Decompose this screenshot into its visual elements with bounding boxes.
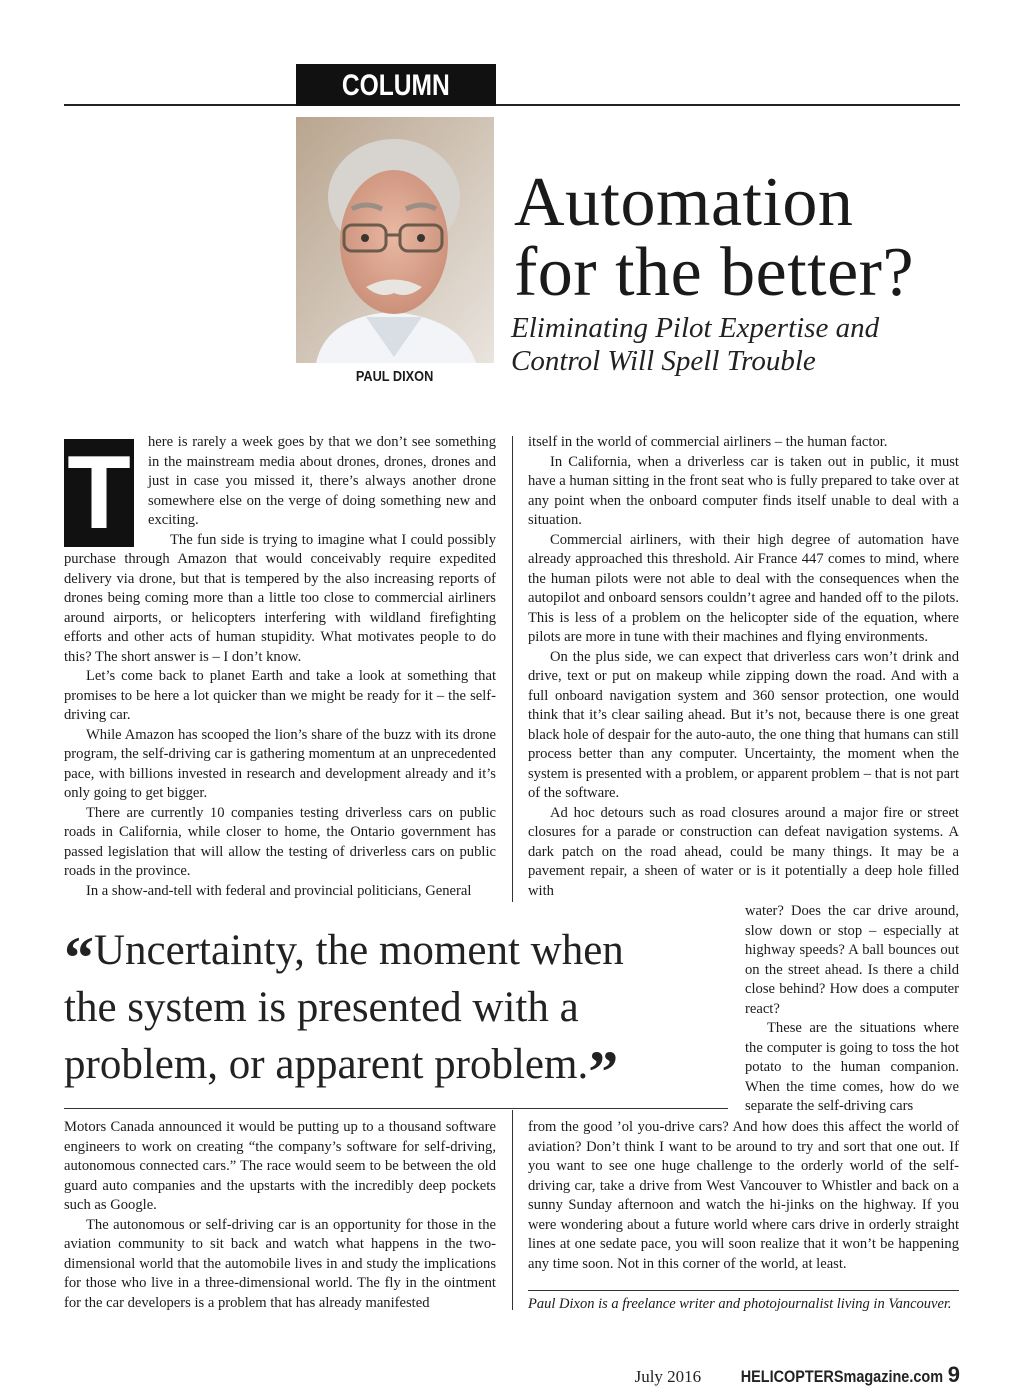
page-number: 9 xyxy=(947,1362,960,1387)
paragraph-7: The autonomous or self-driving car is an opportunity for those in the aviation community to sit back and watch what happens in the two-dimensional world that the automobile lives in and study the implications for those who live in a three-dimensional world. The fly in the ointment for the car developers is a problem that has already manifested xyxy=(64,1216,496,1311)
bio-rule xyxy=(528,1290,959,1291)
right-paragraph-1: itself in the world of commercial airliners – the human factor. xyxy=(528,434,888,450)
paragraph-4: While Amazon has scooped the lion’s share of the buzz with its drone program, the self-driving car is gathering momentum at an unprecedented pace, with billions invested in research and development already and it’s only going to get bigger. xyxy=(64,726,496,801)
right-column-upper xyxy=(528,433,959,901)
right-paragraph-4: On the plus side, we can expect that driverless cars won’t drink and drive, text or put on makeup while zipping down the road. And with a full onboard navigation system and 360 sensor protection, one would think that it’s clear sailing ahead. But it’s not, because there is one great black hole of despair for the auto-auto, the one thing that humans can still process better than any computer. Uncertainty, the moment when the system is presented with a problem, or apparent problem – that is not part of the software. xyxy=(528,648,959,801)
title-line-1: Automation xyxy=(514,164,854,241)
paragraph-5: There are currently 10 companies testing driverless cars on public roads in California, while closer to home, the Ontario government has passed legislation that will allow the testing of driverless cars on public roads in the province. xyxy=(64,804,496,879)
right-column-narrow xyxy=(745,902,959,1117)
title-line-2: for the better? xyxy=(514,234,915,311)
column-divider-lower xyxy=(512,1110,513,1310)
left-column-lower xyxy=(64,1118,496,1313)
section-label: COLUMN xyxy=(296,64,496,106)
paragraph-6-start: In a show-and-tell with federal and provincial politicians, General xyxy=(86,882,472,899)
pull-quote-rule xyxy=(64,1108,728,1109)
right-paragraph-2: In California, when a driverless car is taken out in public, it must have a human sitting in the front seat who is fully prepared to take over at any point when the onboard computer finds itself unable to deal with a situation. xyxy=(528,453,959,528)
paragraph-2: The fun side is trying to imagine what I could possibly purchase through Amazon that would conceivably require expedited delivery via drone, but that is tempered by the also increasing reports of drones being coming more than a little too close to commercial airliners around airports, or helicopters interfering with wildland firefighting efforts and other acts of human stupidity. What motivates people to do this? The short answer is – I don’t know. xyxy=(64,531,496,665)
author-photo xyxy=(296,117,494,363)
pull-quote xyxy=(64,922,684,1105)
right-column-lower xyxy=(528,1118,959,1274)
author-portrait-image xyxy=(296,117,494,363)
close-quote-mark: ” xyxy=(588,1039,619,1105)
paragraph-3: Let’s come back to planet Earth and take a look at something that promises to be here a lot quicker than we might be ready for it – the self-driving car. xyxy=(64,668,496,723)
drop-cap: T xyxy=(64,439,134,547)
right-paragraph-5-cont: water? Does the car drive around, slow down or stop – especially at highway speeds? A ball bounces out on the street ahead. Is there a child close behind? How does a computer react? xyxy=(745,903,959,1017)
right-paragraph-3: Commercial airliners, with their high degree of automation have already approached this threshold. Air France 447 comes to mind, where the human pilots were not able to deal with the consequences when the autopilot and onboard sensors couldn’t agree and handed off to the pilots. This is less of a problem on the helicopter side of the equation, where pilots are more in tune with their machines and flying environments. xyxy=(528,531,959,645)
left-column-upper xyxy=(64,433,496,901)
issue-date: July 2016 xyxy=(634,1367,702,1386)
author-caption: PAUL DIXON xyxy=(356,368,434,385)
article-title xyxy=(514,164,915,311)
pull-quote-text: Uncertainty, the moment when the system is presented with a problem, or apparent problem. xyxy=(64,927,624,1088)
subtitle-line-2: Control Will Spell Trouble xyxy=(511,345,816,377)
magazine-url: HELICOPTERSmagazine.com xyxy=(741,1367,944,1386)
right-paragraph-5: Ad hoc detours such as road closures around a major fire or street closures for a parade or construction can defeat navigation systems. A dark patch on the road ahead, could be many things. It may be a pavement repair, a sheen of water or is it potentially a deep hole filled with xyxy=(528,804,959,899)
article-subtitle xyxy=(511,312,879,378)
right-paragraph-6: These are the situations where the computer is going to toss the hot potato to the human companion. When the time comes, how do we separate the self-driving cars xyxy=(745,1020,959,1114)
author-bio: Paul Dixon is a freelance writer and photojournalist living in Vancouver. xyxy=(528,1296,952,1312)
paragraph-6-cont: Motors Canada announced it would be putting up to a thousand software engineers to work on creating “the company’s software for self-driving, autonomous connected cars.” The race would seem to be between the old guard auto companies and the upstarts with the incredibly deep pockets such as Google. xyxy=(64,1119,496,1213)
open-quote-mark: “ xyxy=(64,925,94,991)
subtitle-line-1: Eliminating Pilot Expertise and xyxy=(511,312,880,344)
right-paragraph-6-cont: from the good ’ol you-drive cars? And how does this affect the world of aviation? Don’t think I want to be around to try and sort that one out. If you want to see one huge challenge to the orderly world of the self-driving car, take a drive from West Vancouver to Whistler and back on a sunny Sunday afternoon and watch the hi-jinks on the highway. If you were wondering about a future world where cars drive in orderly straight lines at one sedate pace, you will soon realize that it won’t be happening any time soon. Not in this corner of the world, at least. xyxy=(528,1119,959,1272)
paragraph-1: here is rarely a week goes by that we don’t see something in the mainstream media about drones, drones, drones and just in case you missed it, there’s always another drone somewhere else on the verge of doing something new and exciting. xyxy=(148,434,496,528)
page-footer xyxy=(635,1362,960,1388)
header-rule xyxy=(64,104,960,106)
column-divider-upper xyxy=(512,436,513,902)
